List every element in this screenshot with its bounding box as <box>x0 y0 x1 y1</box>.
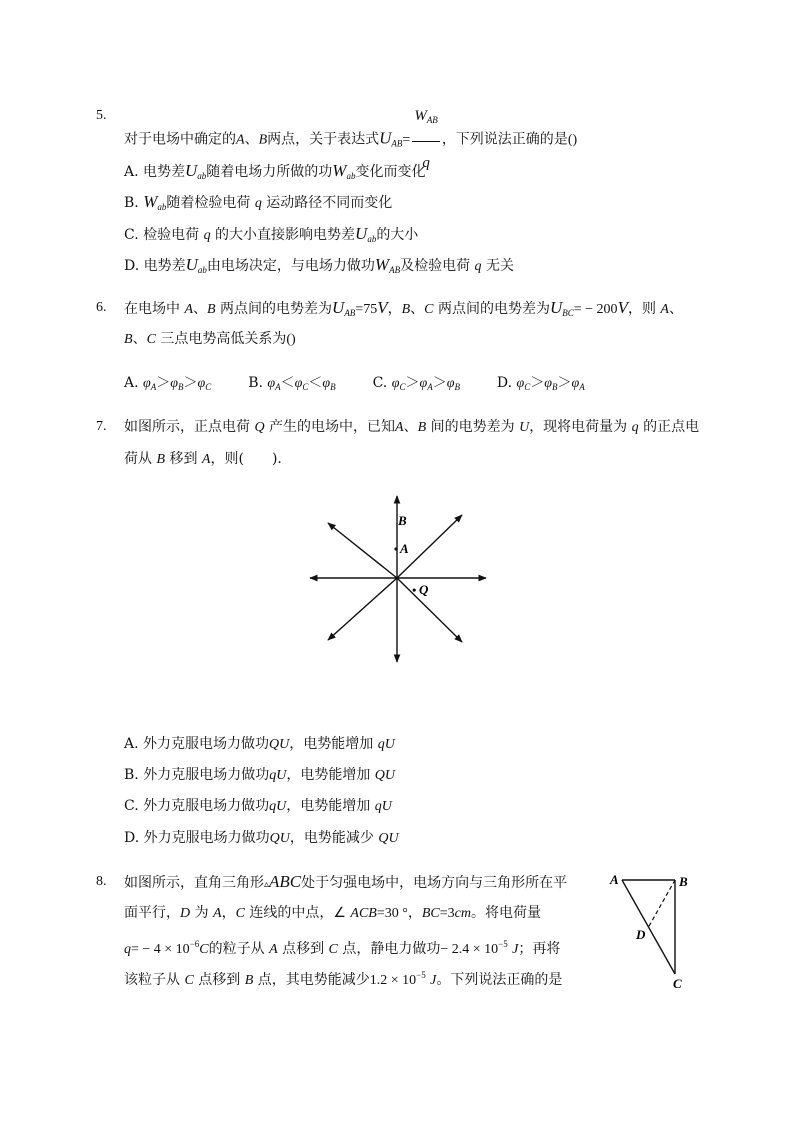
label-a: A <box>400 541 409 556</box>
option-b[interactable]: B. 外力克服电场力做功qU，电势能增加 QU <box>124 767 396 783</box>
label-a: A <box>610 872 619 887</box>
charge-dot: • <box>412 583 417 597</box>
right-triangle-figure <box>600 864 710 994</box>
option-a[interactable]: A. $\varphi_A>\varphi_B>\varphi_C$ <box>124 375 212 392</box>
option-b[interactable]: B. $\varphi_A<\varphi_C<\varphi_B$ <box>248 375 336 392</box>
question-stem-line-2: B、C 三点电势高低关系为() <box>124 331 296 347</box>
option-row <box>124 373 585 397</box>
electric-field-figure <box>300 490 500 670</box>
point-a <box>394 547 397 550</box>
option-c[interactable]: C. 检验电荷 q 的大小直接影响电势差$U_{ab}$的大小 <box>124 224 419 244</box>
question-number: 5. <box>96 108 107 123</box>
option-a[interactable]: A. 电势差$U_{ab}$随着电场力所做的功$W_{ab}$变化而变化 <box>124 161 426 181</box>
label-b: B <box>679 874 688 889</box>
question-stem-line-3: $q= - 4 \times 10^{-6}C$的粒子从 A 点移到 C 点，静电力做功− $2.4 \times 10^{-5}$ J；再将 <box>124 939 561 957</box>
question-number: 7. <box>96 419 107 434</box>
label-d: D <box>636 927 646 942</box>
option-d[interactable]: D. 外力克服电场力做功QU，电势能减少 QU <box>124 830 399 846</box>
question-stem-line-2: 面平行，D 为 A，C 连线的中点，∠ ACB=30 °，BC=3cm。将电荷量 <box>124 905 541 921</box>
option-c[interactable]: C. 外力克服电场力做功qU，电势能增加 qU <box>124 798 392 814</box>
option-d[interactable]: D. $\varphi_C>\varphi_B>\varphi_A$ <box>496 375 585 392</box>
question-stem-line-1: 如图所示，直角三角形▵ABC处于匀强电场中，电场方向与三角形所在平 <box>124 872 568 891</box>
question-stem-line-4: 该粒子从 C 点移到 B 点，其电势能减少$1.2 \times 10^{-5}$ J。下列说法正确的是 <box>124 970 563 988</box>
field-line-up-left <box>328 523 397 578</box>
question-stem: 对于电场中确定的A、B两点，关于表达式$U_{AB}=$ $\frac{W_{AB}}{q}$ ，下列说法正确的是() <box>124 96 577 183</box>
label-c: C <box>673 976 682 991</box>
label-q: Q <box>419 582 429 597</box>
field-line-down-right <box>397 578 462 642</box>
segment-bd <box>649 880 676 927</box>
question-number: 8. <box>96 874 107 889</box>
option-d[interactable]: D. 电势差$U_{ab}$由电场决定，与电场力做功$W_{AB}$及检验电荷 q 无关 <box>124 255 514 275</box>
question-stem-line-1: 在电场中 A、B 两点间的电势差为$U_{AB}=75V$，B、C 两点间的电势差为$U_{BC}= - 200V$，则 A、 <box>124 298 683 318</box>
question-number: 6. <box>96 300 107 315</box>
label-b: B <box>398 513 407 528</box>
option-a[interactable]: A. 外力克服电场力做功QU，电势能增加 qU <box>124 736 395 752</box>
question-stem-line-1: 如图所示，正点电荷 Q 产生的电场中，已知A、B 间的电势差为 U，现将电荷量为 q 的正点电 <box>124 419 700 435</box>
question-stem-line-2: 荷从 B 移到 A，则( ). <box>124 451 282 467</box>
fraction-w-over-q: $\frac{W_{AB}}{q}$ <box>412 96 440 183</box>
option-c[interactable]: C. $\varphi_C>\varphi_A>\varphi_B$ <box>372 375 460 392</box>
option-b[interactable]: B. $W_{ab}$随着检验电荷 q 运动路径不同而变化 <box>124 192 393 212</box>
field-line-down-left <box>328 578 397 640</box>
